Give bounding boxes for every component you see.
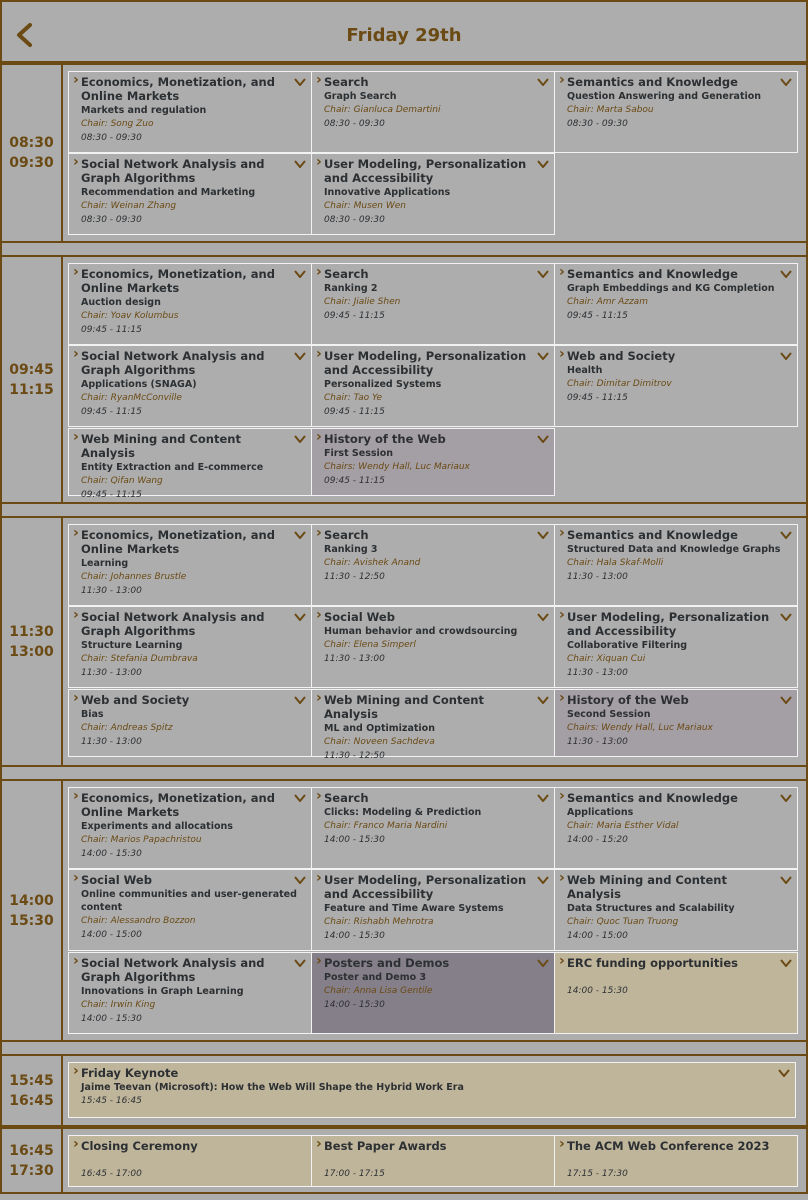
- session-time: 11:30 - 13:00: [567, 572, 628, 582]
- session-card[interactable]: [554, 263, 798, 345]
- session-name: Innovations in Graph Learning: [81, 986, 244, 997]
- session-time: 11:30 - 12:50: [324, 751, 385, 761]
- session-track: Social Web: [81, 873, 152, 887]
- session-card[interactable]: [554, 71, 798, 153]
- chevron-down-icon[interactable]: [537, 270, 549, 278]
- session-name: First Session: [324, 448, 394, 459]
- session-time: 08:30 - 09:30: [81, 215, 142, 225]
- session-name: Structure Learning: [81, 640, 183, 651]
- chevron-down-icon[interactable]: [294, 794, 306, 802]
- session-card[interactable]: [311, 952, 555, 1034]
- expand-arrow-icon: ›: [73, 525, 79, 541]
- session-time: 14:00 - 15:30: [324, 1000, 385, 1010]
- session-card[interactable]: [311, 263, 555, 345]
- session-card[interactable]: [68, 345, 312, 427]
- chevron-down-icon[interactable]: [537, 696, 549, 704]
- session-track: Search: [324, 791, 369, 805]
- session-card[interactable]: [68, 606, 312, 688]
- session-name: Personalized Systems: [324, 379, 442, 390]
- session-card[interactable]: [68, 153, 312, 235]
- session-chair: Chair: Hala Skaf-Molli: [567, 558, 664, 568]
- chevron-down-icon[interactable]: [778, 1069, 790, 1077]
- expand-arrow-icon: ›: [73, 264, 79, 280]
- time-slot: [0, 63, 808, 243]
- session-name: Auction design: [81, 297, 161, 308]
- session-track: Search: [324, 528, 369, 542]
- expand-arrow-icon: ›: [316, 690, 322, 706]
- session-time: 09:45 - 11:15: [324, 476, 385, 486]
- session-time: 17:15 - 17:30: [567, 1169, 628, 1179]
- spacer: [81, 1153, 307, 1167]
- chevron-down-icon[interactable]: [294, 78, 306, 86]
- session-name: Collaborative Filtering: [567, 640, 688, 651]
- session-chair: Chair: Amr Azzam: [567, 297, 648, 307]
- session-name: Jaime Teevan (Microsoft): How the Web Will Shape the Hybrid Work Era: [81, 1082, 464, 1093]
- session-time: 14:00 - 15:30: [324, 835, 385, 845]
- session-time: 16:45 - 17:00: [81, 1169, 142, 1179]
- slot-end-time: 17:30: [9, 1162, 54, 1179]
- session-card[interactable]: [311, 524, 555, 606]
- time-column: [2, 1056, 63, 1125]
- session-track: The ACM Web Conference 2023: [567, 1139, 770, 1153]
- spacer: [324, 1153, 550, 1167]
- session-time: 14:00 - 15:00: [81, 930, 142, 940]
- chevron-down-icon[interactable]: [537, 352, 549, 360]
- session-track: User Modeling, Personalization and Accessibility: [567, 610, 770, 638]
- session-track: User Modeling, Personalization and Accessibility: [324, 157, 527, 185]
- session-card[interactable]: [68, 428, 312, 500]
- chevron-down-icon[interactable]: [294, 696, 306, 704]
- expand-arrow-icon: ›: [559, 870, 565, 886]
- session-time: 11:30 - 13:00: [324, 654, 385, 664]
- session-card[interactable]: [554, 787, 798, 869]
- chevron-down-icon[interactable]: [294, 613, 306, 621]
- session-card[interactable]: [554, 689, 798, 757]
- session-time: 14:00 - 15:30: [81, 849, 142, 859]
- session-chair: Chair: Tao Ye: [324, 393, 383, 403]
- chevron-down-icon[interactable]: [780, 531, 792, 539]
- chevron-down-icon[interactable]: [780, 794, 792, 802]
- time-column: [2, 1129, 63, 1192]
- session-time: 14:00 - 15:00: [567, 931, 628, 941]
- session-track: Posters and Demos: [324, 956, 450, 970]
- expand-arrow-icon: ›: [316, 525, 322, 541]
- session-track: Web Mining and Content Analysis: [81, 432, 241, 460]
- expand-arrow-icon: ›: [559, 72, 565, 88]
- expand-arrow-icon: ›: [73, 346, 79, 362]
- session-track: Web and Society: [81, 693, 190, 707]
- chevron-down-icon[interactable]: [537, 160, 549, 168]
- session-name: Learning: [81, 558, 129, 569]
- session-chair: Chair: Alessandro Bozzon: [81, 916, 196, 926]
- spacer: [567, 1153, 793, 1167]
- expand-arrow-icon: ›: [559, 1136, 565, 1152]
- slot-end-time: 16:45: [9, 1092, 54, 1109]
- session-name: Applications: [567, 807, 634, 818]
- expand-arrow-icon: ›: [559, 788, 565, 804]
- session-name: Applications (SNAGA): [81, 379, 197, 390]
- session-time: 15:45 - 16:45: [81, 1096, 142, 1106]
- expand-arrow-icon: ›: [73, 72, 79, 88]
- session-card[interactable]: [554, 524, 798, 606]
- session-chair: Chair: Dimitar Dimitrov: [567, 379, 672, 389]
- time-slot: [0, 1127, 808, 1194]
- session-card[interactable]: [68, 1062, 796, 1118]
- expand-arrow-icon: ›: [73, 429, 79, 445]
- expand-arrow-icon: ›: [316, 346, 322, 362]
- session-name: ML and Optimization: [324, 723, 435, 734]
- session-track: Web Mining and Content Analysis: [324, 693, 484, 721]
- time-slot: [0, 1054, 808, 1127]
- page-header: [0, 0, 808, 63]
- session-card[interactable]: [554, 345, 798, 427]
- chevron-down-icon[interactable]: [780, 613, 792, 621]
- expand-arrow-icon: ›: [316, 870, 322, 886]
- session-name: Ranking 3: [324, 544, 378, 555]
- session-card[interactable]: [554, 869, 798, 951]
- session-card[interactable]: [311, 153, 555, 235]
- session-track: ERC funding opportunities: [567, 956, 738, 970]
- session-chair: Chair: Irwin King: [81, 1000, 156, 1010]
- session-time: 09:45 - 11:15: [81, 407, 142, 417]
- session-chair: Chair: Qifan Wang: [81, 476, 163, 486]
- session-chair: Chair: Gianluca Demartini: [324, 105, 441, 115]
- session-chair: Chair: Franco Maria Nardini: [324, 821, 448, 831]
- session-name: Feature and Time Aware Systems: [324, 903, 504, 914]
- session-chair: Chair: Andreas Spitz: [81, 723, 173, 733]
- session-track: Semantics and Knowledge: [567, 75, 738, 89]
- chevron-down-icon[interactable]: [294, 435, 306, 443]
- session-time: 09:45 - 11:15: [567, 311, 628, 321]
- expand-arrow-icon: ›: [316, 72, 322, 88]
- session-card[interactable]: [68, 71, 312, 153]
- session-chair: Chair: Avishek Anand: [324, 558, 421, 568]
- session-time: 08:30 - 09:30: [324, 215, 385, 225]
- chevron-down-icon[interactable]: [294, 959, 306, 967]
- session-chair: Chair: Quoc Tuan Truong: [567, 917, 679, 927]
- session-time: 08:30 - 09:30: [567, 119, 628, 129]
- chevron-down-icon[interactable]: [780, 78, 792, 86]
- chevron-down-icon[interactable]: [780, 270, 792, 278]
- spacer: [567, 970, 793, 984]
- expand-arrow-icon: ›: [316, 429, 322, 445]
- session-time: 11:30 - 13:00: [567, 737, 628, 747]
- session-card[interactable]: [311, 606, 555, 688]
- session-time: 17:00 - 17:15: [324, 1169, 385, 1179]
- expand-arrow-icon: ›: [73, 1063, 79, 1079]
- time-slot: [0, 255, 808, 504]
- chevron-down-icon[interactable]: [780, 959, 792, 967]
- session-name: Graph Search: [324, 91, 397, 102]
- chevron-down-icon[interactable]: [537, 78, 549, 86]
- expand-arrow-icon: ›: [316, 264, 322, 280]
- session-track: Social Network Analysis and Graph Algorithms: [81, 157, 265, 185]
- expand-arrow-icon: ›: [73, 154, 79, 170]
- slot-separator: [0, 1042, 808, 1054]
- chevron-down-icon[interactable]: [780, 352, 792, 360]
- expand-arrow-icon: ›: [73, 607, 79, 623]
- session-time: 14:00 - 15:30: [81, 1014, 142, 1024]
- session-track: Semantics and Knowledge: [567, 528, 738, 542]
- session-time: 09:45 - 11:15: [567, 393, 628, 403]
- session-chair: Chair: Anna Lisa Gentile: [324, 986, 433, 996]
- session-track: User Modeling, Personalization and Accessibility: [324, 349, 527, 377]
- session-card[interactable]: [311, 869, 555, 951]
- session-name: Bias: [81, 709, 104, 720]
- session-track: Friday Keynote: [81, 1066, 179, 1080]
- session-chair: Chairs: Wendy Hall, Luc Mariaux: [324, 462, 470, 472]
- session-chair: Chair: Marta Sabou: [567, 105, 654, 115]
- session-chair: Chair: Elena Simperl: [324, 640, 416, 650]
- chevron-down-icon[interactable]: [294, 531, 306, 539]
- expand-arrow-icon: ›: [559, 525, 565, 541]
- session-card[interactable]: [68, 1135, 312, 1187]
- session-time: 14:00 - 15:20: [567, 835, 628, 845]
- session-card[interactable]: [554, 1135, 798, 1187]
- session-name: Ranking 2: [324, 283, 378, 294]
- session-name: Health: [567, 365, 603, 376]
- session-track: Semantics and Knowledge: [567, 267, 738, 281]
- expand-arrow-icon: ›: [316, 1136, 322, 1152]
- expand-arrow-icon: ›: [559, 607, 565, 623]
- session-track: History of the Web: [324, 432, 446, 446]
- session-name: Markets and regulation: [81, 105, 207, 116]
- time-column: [2, 518, 63, 765]
- session-card[interactable]: [311, 787, 555, 869]
- expand-arrow-icon: ›: [73, 953, 79, 969]
- session-time: 08:30 - 09:30: [81, 133, 142, 143]
- session-track: Social Network Analysis and Graph Algorithms: [81, 610, 265, 638]
- session-chair: Chair: Rishabh Mehrotra: [324, 917, 434, 927]
- session-name: Data Structures and Scalability: [567, 903, 735, 914]
- session-name: Clicks: Modeling & Prediction: [324, 807, 482, 818]
- chevron-down-icon[interactable]: [537, 435, 549, 443]
- slot-start-time: 16:45: [9, 1142, 54, 1159]
- chevron-down-icon[interactable]: [294, 160, 306, 168]
- slot-start-time: 14:00: [9, 892, 54, 909]
- session-chair: Chair: Johannes Brustle: [81, 572, 187, 582]
- session-time: 11:30 - 13:00: [567, 668, 628, 678]
- session-track: Economics, Monetization, and Online Markets: [81, 267, 275, 295]
- session-track: Semantics and Knowledge: [567, 791, 738, 805]
- session-track: Economics, Monetization, and Online Markets: [81, 528, 275, 556]
- session-name: Human behavior and crowdsourcing: [324, 626, 518, 637]
- session-chair: Chair: Yoav Kolumbus: [81, 311, 179, 321]
- slot-end-time: 11:15: [9, 381, 54, 398]
- session-time: 14:00 - 15:30: [324, 931, 385, 941]
- session-track: User Modeling, Personalization and Accessibility: [324, 873, 527, 901]
- slot-end-time: 13:00: [9, 643, 54, 660]
- session-chair: Chair: Noveen Sachdeva: [324, 737, 435, 747]
- session-chair: Chair: Musen Wen: [324, 201, 406, 211]
- time-slot: [0, 516, 808, 767]
- expand-arrow-icon: ›: [73, 690, 79, 706]
- session-name: Innovative Applications: [324, 187, 451, 198]
- expand-arrow-icon: ›: [559, 346, 565, 362]
- session-name: Graph Embeddings and KG Completion: [567, 283, 775, 294]
- session-chair: Chair: Xiquan Cui: [567, 654, 646, 664]
- session-time: 11:30 - 12:50: [324, 572, 385, 582]
- chevron-down-icon[interactable]: [537, 613, 549, 621]
- chevron-down-icon[interactable]: [537, 959, 549, 967]
- expand-arrow-icon: ›: [73, 870, 79, 886]
- expand-arrow-icon: ›: [316, 953, 322, 969]
- session-card[interactable]: [68, 689, 312, 757]
- slot-separator: [0, 243, 808, 255]
- chevron-down-icon[interactable]: [294, 270, 306, 278]
- session-track: Web Mining and Content Analysis: [567, 873, 727, 901]
- time-column: [2, 781, 63, 1040]
- session-card[interactable]: [311, 1135, 555, 1187]
- session-card[interactable]: [68, 524, 312, 606]
- session-card[interactable]: [68, 787, 312, 869]
- time-column: [2, 65, 63, 241]
- session-time: 09:45 - 11:15: [324, 407, 385, 417]
- session-name: Structured Data and Knowledge Graphs: [567, 544, 781, 555]
- session-chair: Chair: Weinan Zhang: [81, 201, 177, 211]
- session-track: Social Network Analysis and Graph Algorithms: [81, 956, 265, 984]
- session-chair: Chairs: Wendy Hall, Luc Mariaux: [567, 723, 713, 733]
- session-time: 11:30 - 13:00: [81, 586, 142, 596]
- expand-arrow-icon: ›: [73, 788, 79, 804]
- session-card[interactable]: [68, 263, 312, 345]
- session-card[interactable]: [554, 952, 798, 1034]
- slot-start-time: 15:45: [9, 1072, 54, 1089]
- page-title: Friday 29th: [346, 25, 462, 46]
- session-card[interactable]: [68, 952, 312, 1034]
- session-name: Entity Extraction and E-commerce: [81, 462, 264, 473]
- session-name: Recommendation and Marketing: [81, 187, 256, 198]
- session-chair: Chair: Maria Esther Vidal: [567, 821, 679, 831]
- expand-arrow-icon: ›: [316, 607, 322, 623]
- session-track: Economics, Monetization, and Online Markets: [81, 791, 275, 819]
- expand-arrow-icon: ›: [559, 264, 565, 280]
- session-chair: Chair: Jialie Shen: [324, 297, 401, 307]
- session-time: 14:00 - 15:30: [567, 986, 628, 996]
- slot-end-time: 09:30: [9, 155, 54, 171]
- slot-end-time: 15:30: [9, 912, 54, 929]
- chevron-down-icon[interactable]: [294, 352, 306, 360]
- session-track: Best Paper Awards: [324, 1139, 447, 1153]
- slot-separator: [0, 504, 808, 516]
- slot-start-time: 09:45: [9, 361, 54, 378]
- expand-arrow-icon: ›: [559, 690, 565, 706]
- chevron-down-icon[interactable]: [537, 876, 549, 884]
- session-card[interactable]: [68, 869, 312, 951]
- session-track: Social Network Analysis and Graph Algorithms: [81, 349, 265, 377]
- expand-arrow-icon: ›: [316, 154, 322, 170]
- session-track: Closing Ceremony: [81, 1139, 198, 1153]
- session-chair: Chair: RyanMcConville: [81, 393, 182, 403]
- session-name: Experiments and allocations: [81, 821, 233, 832]
- chevron-down-icon[interactable]: [294, 876, 306, 884]
- session-time: 09:45 - 11:15: [81, 490, 142, 500]
- session-name: Poster and Demo 3: [324, 972, 427, 983]
- session-chair: Chair: Song Zuo: [81, 119, 154, 129]
- session-time: 11:30 - 13:00: [81, 668, 142, 678]
- session-time: 09:45 - 11:15: [81, 325, 142, 335]
- session-time: 11:30 - 13:00: [81, 737, 142, 747]
- session-track: Search: [324, 75, 369, 89]
- session-card[interactable]: [311, 345, 555, 427]
- session-card[interactable]: [311, 689, 555, 761]
- session-name: Online communities and user-generated content: [81, 889, 297, 913]
- session-track: History of the Web: [567, 693, 689, 707]
- session-track: Search: [324, 267, 369, 281]
- expand-arrow-icon: ›: [73, 1136, 79, 1152]
- chevron-down-icon[interactable]: [780, 696, 792, 704]
- expand-arrow-icon: ›: [316, 788, 322, 804]
- session-chair: Chair: Marios Papachristou: [81, 835, 202, 845]
- expand-arrow-icon: ›: [559, 953, 565, 969]
- session-track: Web and Society: [567, 349, 676, 363]
- session-track: Economics, Monetization, and Online Markets: [81, 75, 275, 103]
- chevron-down-icon[interactable]: [537, 794, 549, 802]
- time-column: [2, 257, 63, 502]
- chevron-down-icon[interactable]: [780, 876, 792, 884]
- chevron-down-icon[interactable]: [537, 531, 549, 539]
- session-time: 08:30 - 09:30: [324, 119, 385, 129]
- session-time: 09:45 - 11:15: [324, 311, 385, 321]
- session-card[interactable]: [554, 606, 798, 688]
- session-name: Question Answering and Generation: [567, 91, 762, 102]
- session-track: Social Web: [324, 610, 395, 624]
- time-slot: [0, 779, 808, 1042]
- session-card[interactable]: [311, 428, 555, 496]
- slot-start-time: 08:30: [9, 135, 54, 151]
- slot-start-time: 11:30: [9, 623, 54, 640]
- session-card[interactable]: [311, 71, 555, 153]
- slot-separator: [0, 767, 808, 779]
- session-name: Second Session: [567, 709, 651, 720]
- session-chair: Chair: Stefania Dumbrava: [81, 654, 198, 664]
